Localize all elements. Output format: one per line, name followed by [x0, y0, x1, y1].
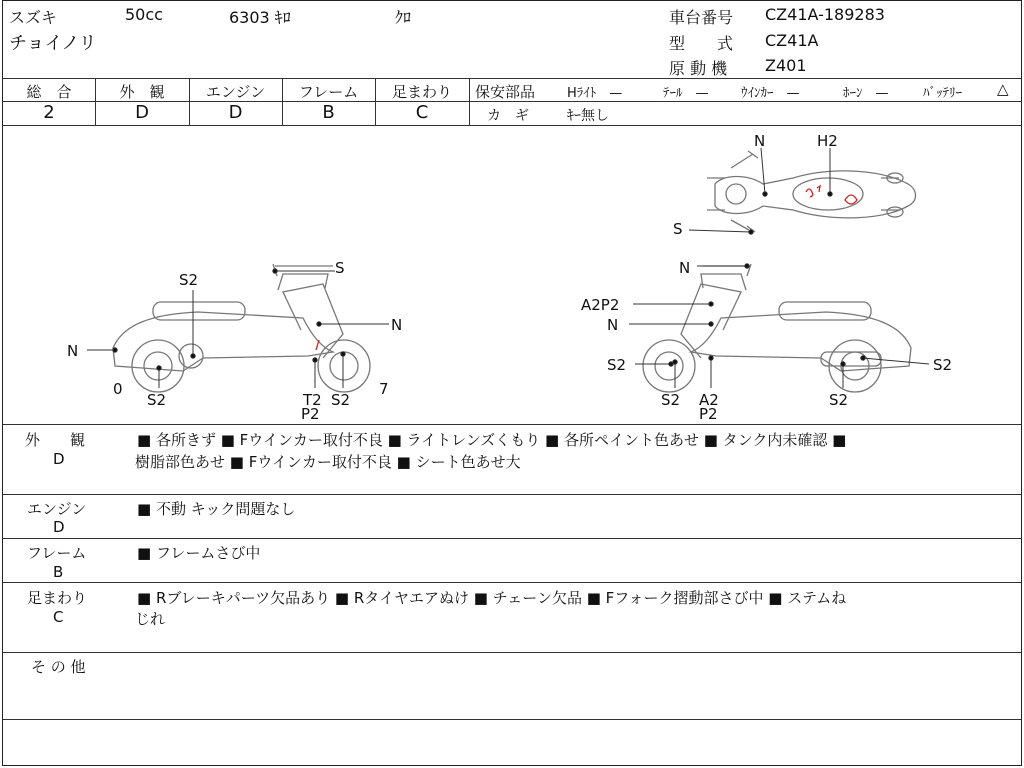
- left-label-0: 0: [113, 380, 123, 398]
- left-label-n-left: N: [67, 342, 79, 360]
- overall-label: 総 合: [26, 83, 72, 101]
- safety-tail: ﾃｰﾙ —: [663, 86, 709, 101]
- right-label-a2p2: A2P2: [581, 296, 620, 314]
- left-label-s: S: [335, 259, 345, 277]
- divider: [3, 424, 1021, 425]
- remark-title-engine: エンジン: [27, 500, 87, 518]
- battery-warning-icon: △: [997, 80, 1009, 98]
- left-view-scooter: [113, 264, 370, 392]
- maker: スズキ: [9, 8, 58, 27]
- remark-text-engine: ■ 不動 キック問題なし: [137, 500, 296, 518]
- displacement: 50cc: [125, 5, 163, 24]
- exterior-grade: D: [135, 102, 149, 123]
- type-label: 型 式: [669, 34, 734, 53]
- engine-label: エンジン: [205, 83, 266, 101]
- frame-no: CZ41A-189283: [765, 5, 885, 24]
- remark-text-frame: ■ フレームさび中: [137, 544, 261, 562]
- right-label-s2-b1: S2: [661, 391, 681, 409]
- type-value: CZ41A: [765, 31, 819, 50]
- remark-text-suspension-2: じれ: [135, 610, 166, 628]
- safety-label: 保安部品: [475, 83, 536, 101]
- top-label-h2: H2: [817, 132, 838, 150]
- left-label-p2: P2: [301, 405, 320, 423]
- frame-no-label: 車台番号: [669, 8, 734, 27]
- remark-text-suspension-1: ■ Rブレーキパーツ欠品あり ■ Rタイヤエアぬけ ■ チェーン欠品 ■ Fフォーク摺動部さび中 ■ ステムね: [137, 589, 847, 607]
- divider: [3, 538, 1021, 539]
- divider: [469, 101, 1021, 102]
- frame-label: フレーム: [298, 83, 359, 101]
- remark-title-frame: フレーム: [27, 544, 87, 562]
- remark-text-exterior-2: 樹脂部色あせ ■ Fウインカー取付不良 ■ シート色あせ大: [135, 453, 521, 471]
- right-label-s2-b2: S2: [829, 391, 849, 409]
- left-label-s2-top: S2: [179, 271, 199, 289]
- remark-grade-exterior: D: [53, 450, 65, 468]
- left-label-t2: T2: [303, 391, 322, 409]
- safety-headlight: Hﾗｲﾄ —: [567, 86, 623, 101]
- damage-diagram: [3, 126, 1021, 424]
- left-label-7: 7: [379, 380, 389, 398]
- left-label-s2-mid: S2: [331, 391, 351, 409]
- divider: [3, 494, 1021, 495]
- remark-grade-frame: B: [53, 563, 64, 581]
- divider: [3, 652, 1021, 653]
- remark-text-exterior-1: ■ 各所きず ■ Fウインカー取付不良 ■ ライトレンズくもり ■ 各所ペイント色あせ ■ タンク内未確認 ■: [137, 431, 847, 449]
- safety-battery: ﾊﾞｯﾃﾘｰ: [923, 86, 962, 101]
- remark-title-other: そ の 他: [31, 658, 86, 676]
- inspection-sheet: [2, 0, 1022, 766]
- left-label-n-right: N: [391, 316, 403, 334]
- divider: [3, 719, 1021, 720]
- suspension-label: 足まわり: [391, 83, 452, 101]
- key-value: ｷｰ無し: [567, 108, 609, 124]
- color: ｸﾛ: [395, 8, 412, 27]
- remark-title-suspension: 足まわり: [27, 589, 88, 607]
- divider: [3, 78, 1021, 79]
- safety-horn: ﾎｰﾝ —: [843, 86, 889, 101]
- engine-model: Z401: [765, 56, 807, 75]
- right-label-n-top: N: [679, 259, 691, 277]
- right-label-a2: A2: [699, 391, 719, 409]
- right-label-p2: P2: [699, 405, 718, 423]
- remark-grade-suspension: C: [53, 608, 64, 626]
- divider: [469, 78, 470, 125]
- exterior-label: 外 観: [119, 83, 165, 101]
- remark-grade-engine: D: [53, 518, 65, 536]
- left-label-s2-bottom: S2: [147, 391, 167, 409]
- divider: [3, 582, 1021, 583]
- right-label-s2-left: S2: [607, 356, 627, 374]
- right-label-n-mid: N: [607, 316, 619, 334]
- safety-winker: ｳｲﾝｶｰ —: [741, 86, 800, 101]
- engine-grade: D: [228, 102, 243, 123]
- model-name: チョイノリ: [9, 33, 97, 54]
- top-label-n: N: [754, 132, 766, 150]
- remark-title-exterior: 外 観: [25, 431, 86, 449]
- suspension-grade: C: [415, 102, 429, 123]
- engine-model-label: 原 動 機: [669, 59, 728, 78]
- top-label-s: S: [673, 220, 683, 238]
- frame-grade: B: [322, 102, 335, 123]
- right-view-scooter: [643, 264, 911, 392]
- key-label: カ ギ: [487, 108, 529, 124]
- overall-grade: 2: [43, 102, 55, 123]
- mileage: 6303 ｷﾛ: [229, 8, 291, 27]
- right-label-s2-right: S2: [933, 356, 953, 374]
